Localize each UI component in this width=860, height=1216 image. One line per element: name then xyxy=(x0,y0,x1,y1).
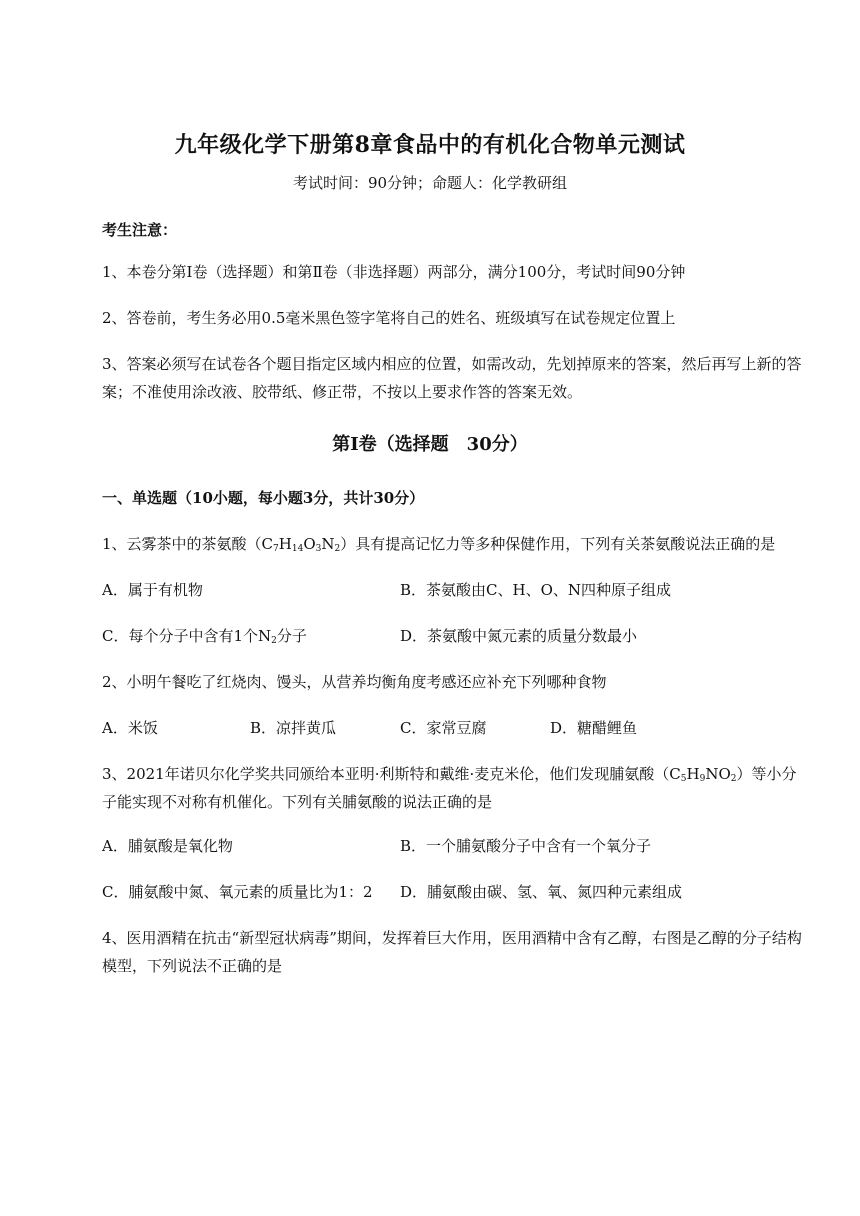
section-title: 第Ⅰ卷（选择题 30分） xyxy=(332,434,528,455)
notice-item-3: 3、答案必须写在试卷各个题目指定区域内相应的位置，如需改动，先划掉原来的答案，然后再写上新的答案；不准使用涂改液、胶带纸、修正带，不按以上要求作答的答案无效。 xyxy=(102,355,802,401)
question-1-option-a: A．属于有机物 xyxy=(102,581,203,599)
question-2-option-b: B．凉拌黄瓜 xyxy=(250,719,337,737)
question-1-option-d: D．茶氨酸中氮元素的质量分数最小 xyxy=(400,627,638,645)
notice-item-1: 1、本卷分第Ⅰ卷（选择题）和第Ⅱ卷（非选择题）两部分，满分100分，考试时间90分钟 xyxy=(102,263,686,281)
question-3-stem: 3、2021年诺贝尔化学奖共同颁给本亚明·利斯特和戴维·麦克米伦，他们发现脯氨酸$(C_5H_9NO_2)$等小分子能实现不对称有机催化。下列有关脯氨酸的说法正确的是 xyxy=(102,765,797,811)
question-3-option-d: D．脯氨酸由碳、氢、氧、氮四种元素组成 xyxy=(400,883,683,901)
page-title: 九年级化学下册第8章食品中的有机化合物单元测试 xyxy=(174,132,686,158)
formula: $C_7H_{14}O_3N_2$ xyxy=(261,535,341,554)
question-2-option-c: C．家常豆腐 xyxy=(400,719,487,737)
question-3-option-c: C．脯氨酸中氮、氧元素的质量比为1：2 xyxy=(102,883,373,901)
formula: $C_5H_9NO_2$ xyxy=(669,765,737,784)
question-4-stem: 4、医用酒精在抗击“新型冠状病毒”期间，发挥着巨大作用，医用酒精中含有乙醇，右图是乙醇的分子结构模型，下列说法不正确的是 xyxy=(102,929,802,975)
question-2-option-d: D．糖醋鲤鱼 xyxy=(550,719,638,737)
question-1-option-c: C．每个分子中含有1个$N_2$分子 xyxy=(102,627,307,646)
part-heading: 一、单选题（10小题，每小题3分，共计30分） xyxy=(102,489,425,507)
question-2-option-a: A．米饭 xyxy=(102,719,158,737)
question-1-stem: 1、云雾茶中的茶氨酸$(C_7H_{14}O_3N_2)$具有提高记忆力等多种保健作用，下列有关茶氨酸说法正确的是 xyxy=(102,535,776,554)
notice-heading: 考生注意： xyxy=(102,221,178,239)
question-3-option-b: B．一个脯氨酸分子中含有一个氧分子 xyxy=(400,837,652,855)
notice-item-2: 2、答卷前，考生务必用0.5毫米黑色签字笔将自己的姓名、班级填写在试卷规定位置上 xyxy=(102,309,676,327)
question-2-stem: 2、小明午餐吃了红烧肉、馒头，从营养均衡角度考感还应补充下列哪种食物 xyxy=(102,673,607,691)
question-1-option-b: B．茶氨酸由C、H、O、N四种原子组成 xyxy=(400,581,672,599)
exam-info: 考试时间：90分钟；命题人：化学教研组 xyxy=(292,174,568,192)
question-3-option-a: A．脯氨酸是氧化物 xyxy=(102,837,233,855)
